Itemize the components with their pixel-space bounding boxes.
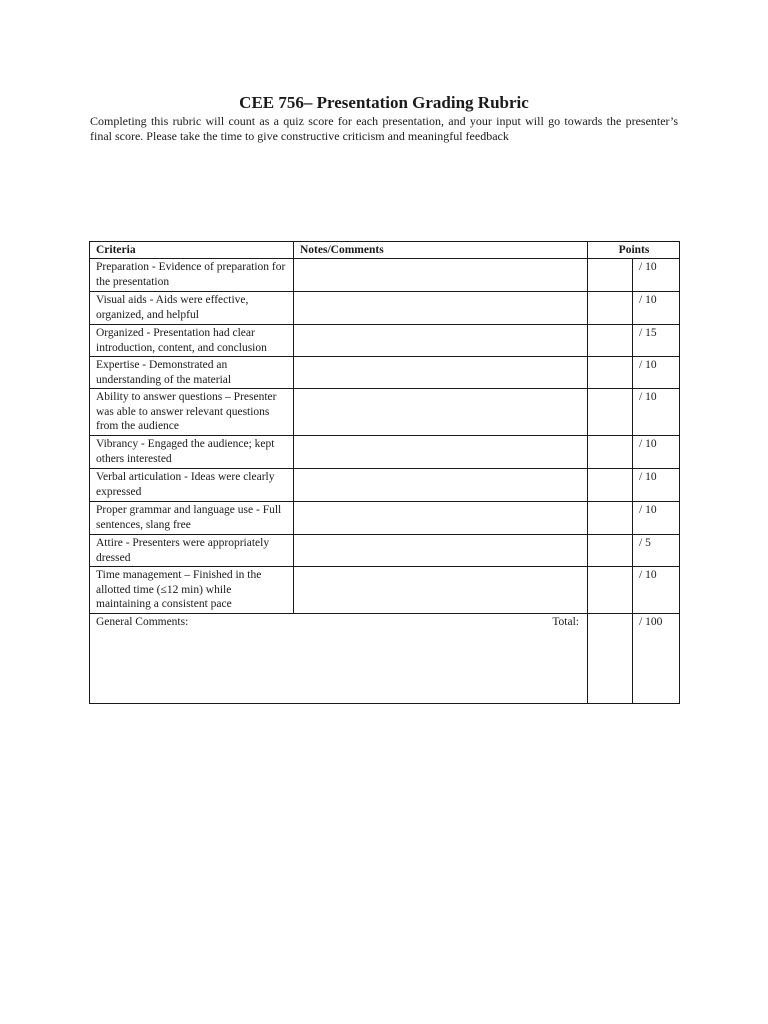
table-row bbox=[90, 357, 680, 389]
table-header-row bbox=[90, 242, 680, 259]
notes-cell[interactable] bbox=[294, 436, 588, 469]
table-row bbox=[90, 436, 680, 469]
score-cell[interactable] bbox=[588, 357, 633, 389]
notes-cell[interactable] bbox=[294, 502, 588, 535]
max-points-cell: / 10 bbox=[633, 259, 680, 292]
criteria-cell: Organized - Presentation had clear introduction, content, and conclusion bbox=[90, 325, 294, 357]
criteria-cell: Visual aids - Aids were effective, organized, and helpful bbox=[90, 292, 294, 325]
notes-cell[interactable] bbox=[294, 567, 588, 614]
general-comments-cell[interactable] bbox=[90, 613, 588, 703]
max-points-cell: / 15 bbox=[633, 325, 680, 357]
total-score-cell[interactable] bbox=[588, 613, 633, 703]
notes-cell[interactable] bbox=[294, 357, 588, 389]
score-cell[interactable] bbox=[588, 567, 633, 614]
page-title: CEE 756– Presentation Grading Rubric bbox=[239, 93, 529, 112]
header-notes: Notes/Comments bbox=[294, 242, 588, 259]
criteria-cell: Ability to answer questions – Presenter was able to answer relevant questions from the audience bbox=[90, 389, 294, 436]
score-cell[interactable] bbox=[588, 436, 633, 469]
criteria-cell: Verbal articulation - Ideas were clearly expressed bbox=[90, 469, 294, 502]
notes-cell[interactable] bbox=[294, 389, 588, 436]
score-cell[interactable] bbox=[588, 259, 633, 292]
table-row bbox=[90, 292, 680, 325]
max-points-cell: / 10 bbox=[633, 469, 680, 502]
total-max-cell: / 100 bbox=[633, 613, 680, 703]
notes-cell[interactable] bbox=[294, 325, 588, 357]
general-comments-row bbox=[90, 613, 680, 703]
criteria-cell: Time management – Finished in the allotted time (≤12 min) while maintaining a consistent pace bbox=[90, 567, 294, 614]
table-row bbox=[90, 535, 680, 567]
max-points-cell: / 10 bbox=[633, 357, 680, 389]
criteria-cell: Proper grammar and language use - Full sentences, slang free bbox=[90, 502, 294, 535]
score-cell[interactable] bbox=[588, 502, 633, 535]
table-row bbox=[90, 389, 680, 436]
score-cell[interactable] bbox=[588, 535, 633, 567]
score-cell[interactable] bbox=[588, 325, 633, 357]
table-row bbox=[90, 567, 680, 614]
criteria-cell: Preparation - Evidence of preparation for the presentation bbox=[90, 259, 294, 292]
table-row bbox=[90, 259, 680, 292]
score-cell[interactable] bbox=[588, 469, 633, 502]
notes-cell[interactable] bbox=[294, 259, 588, 292]
notes-cell[interactable] bbox=[294, 535, 588, 567]
score-cell[interactable] bbox=[588, 292, 633, 325]
header-criteria: Criteria bbox=[90, 242, 294, 259]
score-cell[interactable] bbox=[588, 389, 633, 436]
notes-cell[interactable] bbox=[294, 469, 588, 502]
intro-paragraph: Completing this rubric will count as a quiz score for each presentation, and your input will go towards the presenter’s final score. Please take the time to give constructive criticism and meaningful feedback bbox=[90, 114, 678, 143]
general-comments-label: General Comments: bbox=[96, 615, 189, 628]
table-row bbox=[90, 502, 680, 535]
max-points-cell: / 10 bbox=[633, 436, 680, 469]
table-row bbox=[90, 325, 680, 357]
total-label: Total: bbox=[552, 615, 579, 628]
criteria-cell: Vibrancy - Engaged the audience; kept others interested bbox=[90, 436, 294, 469]
max-points-cell: / 10 bbox=[633, 292, 680, 325]
rubric-table bbox=[89, 241, 680, 704]
max-points-cell: / 10 bbox=[633, 389, 680, 436]
max-points-cell: / 10 bbox=[633, 502, 680, 535]
max-points-cell: / 10 bbox=[633, 567, 680, 614]
header-points: Points bbox=[588, 242, 680, 259]
max-points-cell: / 5 bbox=[633, 535, 680, 567]
criteria-cell: Attire - Presenters were appropriately dressed bbox=[90, 535, 294, 567]
notes-cell[interactable] bbox=[294, 292, 588, 325]
table-row bbox=[90, 469, 680, 502]
criteria-cell: Expertise - Demonstrated an understanding of the material bbox=[90, 357, 294, 389]
